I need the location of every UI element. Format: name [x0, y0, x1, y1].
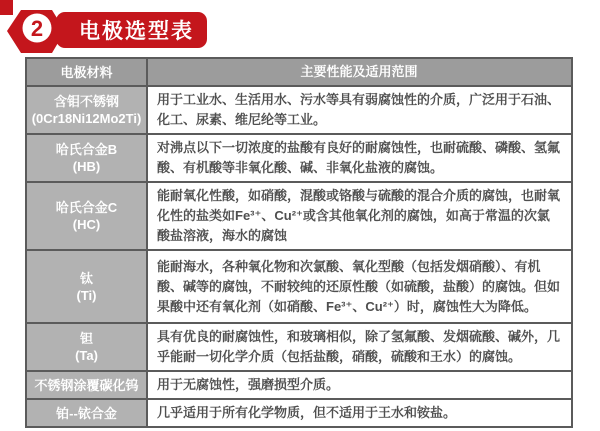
description-text: 能耐氧化性酸，如硝酸，混酸或铬酸与硫酸的混合介质的腐蚀，也耐氧化性的盐类如Fe³⁺、Cu²⁺或含其他氧化剂的腐蚀，如高于常温的次氯酸盐溶液，海水的腐蚀	[157, 188, 561, 243]
column-header-performance: 主要性能及适用范围	[148, 59, 571, 85]
material-code: (0Cr18Ni12Mo2Ti)	[31, 111, 142, 126]
material-name: 钽	[79, 331, 93, 346]
description-cell	[148, 135, 571, 181]
material-name: 不锈钢涂覆碳化钨	[34, 377, 139, 393]
material-cell	[27, 183, 148, 249]
hexagon-badge-icon	[6, 8, 66, 55]
table-row	[27, 135, 571, 183]
material-code: (HB)	[72, 159, 101, 174]
table-row	[27, 251, 571, 324]
number-badge	[6, 8, 66, 55]
description-cell	[148, 324, 571, 370]
material-cell	[27, 400, 148, 426]
description-text: 几乎适用于所有化学物质，但不适用于王水和铵盐。	[157, 405, 457, 420]
material-name: 钛	[79, 270, 93, 286]
column-header-material: 电极材料	[27, 59, 148, 85]
material-name: 哈氏合金B	[55, 142, 118, 157]
section-title: 电极选型表	[79, 20, 194, 43]
description-text: 具有优良的耐腐蚀性，和玻璃相似，除了氢氟酸、发烟硫酸、碱外，几乎能耐一切化学介质（包括盐酸，硝酸，硫酸和王水）的腐蚀。	[157, 329, 561, 364]
table-row	[27, 372, 571, 400]
description-text: 能耐海水，各种氧化物和次氯酸、氧化型酸（包括发烟硝酸）、有机酸、碱等的腐蚀，不耐较纯的还原性酸（如硫酸，盐酸）的腐蚀。但如果酸中还有氧化剂（如硝酸、Fe³⁺、Cu²⁺）时，腐蚀性大为降低。	[157, 258, 561, 314]
description-text: 用于工业水、生活用水、污水等具有弱腐蚀性的介质，广泛用于石油、化工、尿素、维尼纶等工业。	[157, 92, 561, 127]
section-title-banner	[56, 12, 207, 48]
material-code: (HC)	[72, 217, 101, 232]
material-code: (Ti)	[76, 287, 97, 303]
material-code: (Ta)	[75, 348, 98, 363]
description-cell	[148, 400, 571, 426]
table-row	[27, 324, 571, 372]
description-cell	[148, 251, 571, 322]
material-name: 含钼不锈钢	[53, 94, 119, 109]
table-row	[27, 400, 571, 426]
material-name: 哈氏合金C	[55, 200, 118, 215]
table-header-row	[27, 59, 571, 87]
table-row	[27, 183, 571, 251]
description-text: 对沸点以下一切浓度的盐酸有良好的耐腐蚀性，也耐硫酸、磷酸、氢氟酸、有机酸等非氧化酸、碱、非氧化盐液的腐蚀。	[157, 140, 561, 175]
electrode-selection-table	[25, 57, 573, 428]
description-cell	[148, 87, 571, 133]
table-row	[27, 87, 571, 135]
description-text: 用于无腐蚀性，强磨损型介质。	[157, 377, 340, 392]
material-cell	[27, 87, 148, 133]
description-cell	[148, 372, 571, 398]
material-cell	[27, 324, 148, 370]
material-cell	[27, 372, 148, 398]
material-name: 铂--铱合金	[56, 405, 117, 421]
material-cell	[27, 135, 148, 181]
material-cell	[27, 251, 148, 322]
description-cell	[148, 183, 571, 249]
badge-number: 2	[30, 16, 44, 41]
